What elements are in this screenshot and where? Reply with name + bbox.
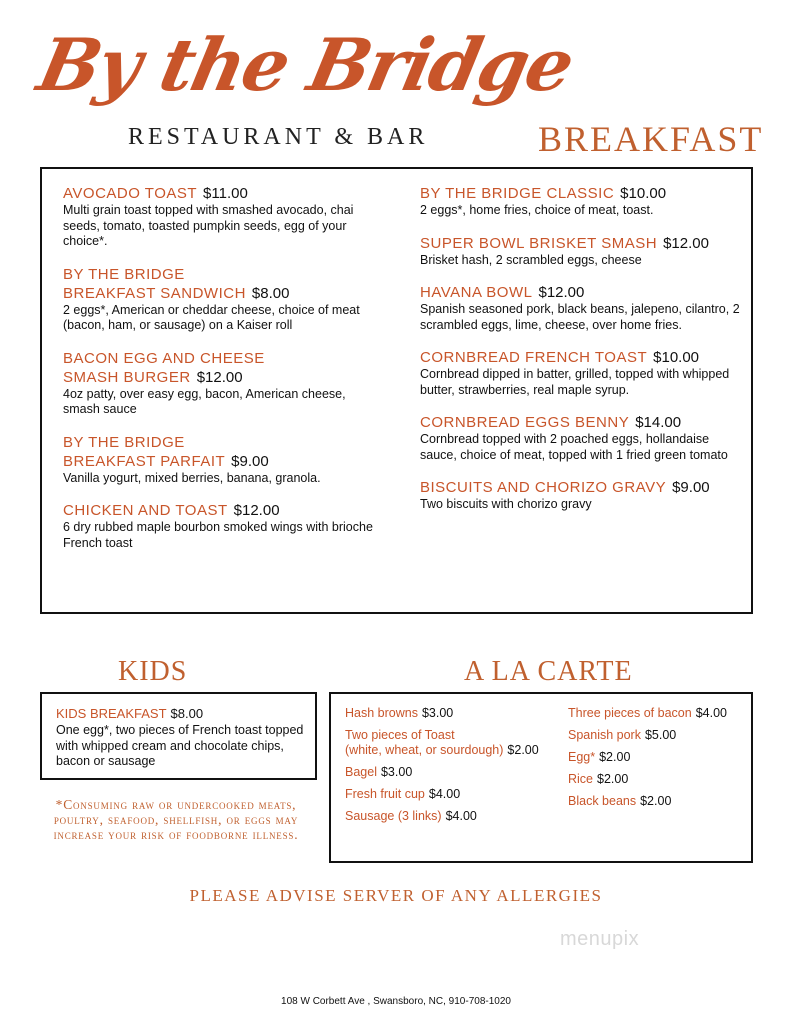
item-description: 4oz patty, over easy egg, bacon, American cheese, smash sauce (63, 386, 346, 416)
item-price: $12.00 (538, 284, 585, 301)
alacarte-item (568, 728, 748, 743)
restaurant-address: 108 W Corbett Ave , Swansboro, NC, 910-708-1020 (281, 996, 511, 1007)
item-description: 6 dry rubbed maple bourbon smoked wings with brioche French toast (63, 520, 373, 550)
alacarte-item-name: Bagel (345, 765, 377, 779)
item-price: $10.00 (653, 349, 700, 366)
menu-item-breakfast-parfait (63, 433, 383, 487)
alacarte-left-column (345, 706, 565, 831)
kids-item-price: $8.00 (170, 706, 204, 721)
item-description: Multi grain toast topped with smashed avocado, chai seeds, tomato, toasted pumpkin seeds, egg of your choice*. (63, 203, 354, 248)
item-title: BY THE BRIDGE CLASSIC (420, 185, 615, 202)
alacarte-item-name: Egg* (568, 750, 596, 764)
item-description: Spanish seasoned pork, black beans, jalepeno, cilantro, 2 scrambled eggs, lime, cheese, over home fries. (420, 302, 740, 332)
alacarte-item-price: $4.00 (428, 787, 461, 801)
alacarte-item (568, 794, 748, 809)
kids-item-description: One egg*, two pieces of French toast topped with whipped cream and chocolate chips, bacon or sausage (56, 723, 304, 768)
alacarte-item (345, 765, 565, 780)
item-price: $10.00 (620, 185, 667, 202)
allergy-notice: PLEASE ADVISE SERVER OF ANY ALLERGIES (189, 886, 603, 905)
item-title: CHICKEN AND TOAST (63, 502, 228, 519)
menu-item-cornbread-eggs-benny (420, 413, 740, 463)
alacarte-item-name: Two pieces of Toast (white, wheat, or sourdough) (345, 728, 504, 757)
item-title: SUPER BOWL BRISKET SMASH (420, 234, 658, 252)
menu-item-chicken-and-toast (63, 501, 383, 551)
menu-item-classic (420, 184, 740, 219)
alacarte-item (345, 787, 565, 802)
kids-menu-item (56, 705, 306, 770)
menu-item-breakfast-sandwich (63, 265, 383, 334)
item-title: BY THE BRIDGE BREAKFAST PARFAIT (63, 433, 226, 470)
item-title: CORNBREAD FRENCH TOAST (420, 349, 648, 366)
alacarte-item (568, 706, 748, 721)
breakfast-right-column (420, 184, 740, 528)
item-description: Cornbread topped with 2 poached eggs, hollandaise sauce, choice of meat, topped with 1 fried green tomato (420, 432, 728, 462)
item-title: BY THE BRIDGE BREAKFAST SANDWICH (63, 265, 246, 302)
item-description: Cornbread dipped in batter, grilled, topped with whipped butter, strawberries, real maple syrup. (420, 367, 730, 397)
alacarte-item-name: Rice (568, 772, 594, 786)
alacarte-item-price: $2.00 (507, 743, 539, 757)
alacarte-item (345, 809, 565, 824)
kids-item-name: KIDS BREAKFAST (56, 706, 167, 721)
alacarte-item-price: $4.00 (445, 809, 477, 823)
item-price: $14.00 (635, 414, 682, 431)
alacarte-right-column (568, 706, 748, 816)
item-price: $11.00 (203, 185, 248, 202)
restaurant-subtitle: RESTAURANT & BAR (128, 124, 429, 150)
breakfast-left-column (63, 184, 383, 566)
alacarte-item (568, 750, 748, 765)
item-title: HAVANA BOWL (420, 284, 533, 301)
menu-item-brisket-smash (420, 234, 740, 269)
item-price: $9.00 (231, 452, 269, 470)
alacarte-item-price: $2.00 (640, 794, 672, 808)
alacarte-item-name: Three pieces of bacon (568, 706, 692, 720)
item-title: BACON EGG AND CHEESE SMASH BURGER (63, 349, 265, 386)
alacarte-item-name: Sausage (3 links) (345, 809, 442, 823)
menu-item-smash-burger (63, 349, 383, 418)
alacarte-item-price: $3.00 (380, 765, 413, 779)
menu-item-cornbread-french-toast (420, 348, 740, 398)
alacarte-item (345, 728, 565, 758)
item-price: $9.00 (672, 479, 710, 496)
item-description: Two biscuits with chorizo gravy (420, 497, 592, 511)
item-price: $12.00 (196, 368, 243, 386)
item-title: CORNBREAD EGGS BENNY (420, 414, 630, 431)
item-description: Vanilla yogurt, mixed berries, banana, granola. (63, 470, 321, 485)
kids-section-title: KIDS (118, 656, 188, 687)
menu-item-biscuits-chorizo-gravy (420, 478, 740, 513)
alacarte-section-title: A LA CARTE (464, 656, 633, 687)
alacarte-item-price: $5.00 (644, 728, 677, 742)
alacarte-item (345, 706, 565, 721)
item-title: BISCUITS AND CHORIZO GRAVY (420, 479, 667, 496)
alacarte-item (568, 772, 748, 787)
alacarte-item-price: $4.00 (695, 706, 727, 720)
item-description: 2 eggs*, American or cheddar cheese, choice of meat (bacon, ham, or sausage) on a Kaiser roll (63, 302, 360, 332)
food-safety-warning: *Consuming raw or undercooked meats, poultry, seafood, shellfish, or eggs may increase your risk of foodborne illness. (53, 797, 299, 842)
menu-item-avocado-toast (63, 184, 383, 250)
item-description: Brisket hash, 2 scrambled eggs, cheese (420, 252, 642, 267)
alacarte-item-name: Fresh fruit cup (345, 787, 425, 801)
item-price: $12.00 (233, 502, 280, 519)
alacarte-item-name: Hash browns (345, 706, 418, 720)
alacarte-item-name: Black beans (568, 794, 637, 808)
menu-item-havana-bowl (420, 283, 740, 333)
item-description: 2 eggs*, home fries, choice of meat, toast. (420, 203, 654, 217)
alacarte-item-name: Spanish pork (568, 728, 641, 742)
alacarte-item-price: $3.00 (421, 706, 454, 720)
item-title: AVOCADO TOAST (63, 185, 198, 202)
item-price: $8.00 (251, 284, 290, 302)
alacarte-item-price: $2.00 (597, 772, 629, 786)
breakfast-section-title: BREAKFAST (538, 119, 764, 159)
item-price: $12.00 (663, 234, 709, 252)
restaurant-logo: By the Bridge (30, 22, 580, 107)
watermark: menupix (560, 928, 640, 950)
alacarte-item-price: $2.00 (599, 750, 631, 764)
